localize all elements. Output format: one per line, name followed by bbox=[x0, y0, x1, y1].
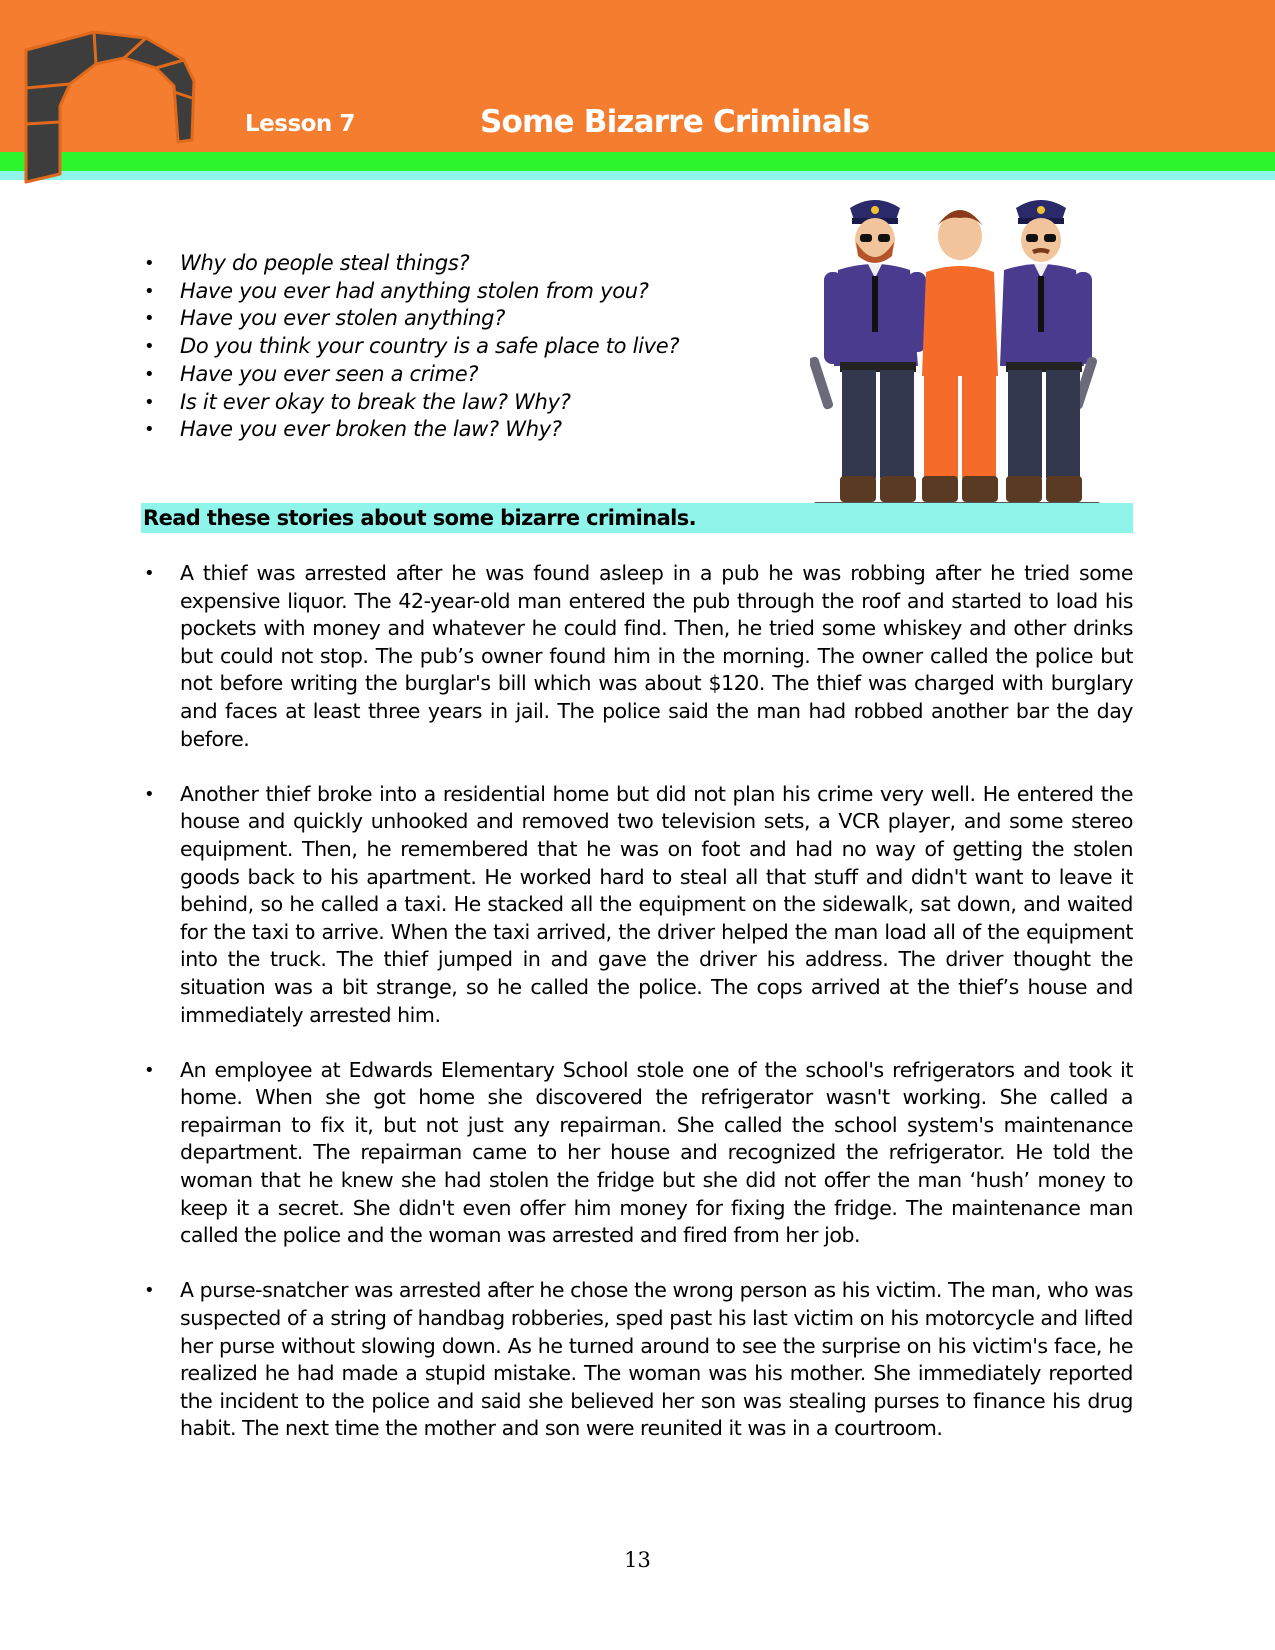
story-text: An employee at Edwards Elementary School stole one of the school's refrigerators and took it home. When she got home she discovered the refrigerator wasn't working. She called a repairman to fix it, but not just any repairman. She called the school system's maintenance department. The repairman came to her house and recognized the refrigerator. He told the woman that he knew she had stolen the fridge but she did not offer the man ‘hush’ money to keep it a secret. She didn't even offer him money for fixing the fridge. The maintenance man called the police and the woman was arrested and fired from her job. bbox=[180, 1057, 1133, 1248]
question-item bbox=[140, 361, 820, 389]
story-text: Another thief broke into a residential home but did not plan his crime very well. He entered the house and quickly unhooked and removed two television sets, a VCR player, and some stereo equipment. Then, he remembered that he was on foot and had no way of getting the stolen goods back to his apartment. He worked hard to steal all that stuff and didn't want to leave it behind, so he called a taxi. He stacked all the equipment on the sidewalk, sat down, and waited for the taxi to arrive. When the taxi arrived, the driver helped the man load all of the equipment into the truck. The thief jumped in and gave the driver his address. The driver thought the situation was a bit strange, so he called the police. The cops arrived at the thief’s house and immediately arrested him. bbox=[180, 781, 1133, 1027]
bullet-icon: • bbox=[144, 391, 155, 413]
question-text: Have you ever had anything stolen from you? bbox=[180, 278, 649, 303]
prisoner-figure bbox=[922, 210, 998, 502]
bullet-icon: • bbox=[144, 419, 155, 441]
story-text: A thief was arrested after he was found asleep in a pub he was robbing after he tried some expensive liquor. The 42-year-old man entered the pub through the roof and started to load his pockets with money and whatever he could find. Then, he tried some whiskey and other drinks but could not stop. The pub’s owner found him in the morning. The owner called the police but not before writing the burglar's bill which was about $120. The thief was charged with burglary and faces at least three years in jail. The police said the man had robbed another bar the day before. bbox=[180, 561, 1133, 751]
reading-instruction: Read these stories about some bizarre criminals. bbox=[143, 506, 697, 530]
story-item bbox=[140, 1057, 1133, 1250]
story-text: A purse-snatcher was arrested after he chose the wrong person as his victim. The man, who was suspected of a string of handbag robberies, sped past his last victim on his motorcycle and lifted her purse without slowing down. As he turned around to see the surprise on his victim's face, he realized he had made a stupid mistake. The woman was his mother. She immediately reported the incident to the police and said she believed her son was stealing purses to finance his drug habit. The next time the mother and son were reunited it was in a courtroom. bbox=[180, 1278, 1133, 1441]
bullet-icon: • bbox=[144, 1280, 155, 1302]
bullet-icon: • bbox=[144, 1059, 155, 1081]
bullet-icon: • bbox=[144, 336, 155, 358]
police-officers-arresting-prisoner-icon bbox=[810, 180, 1110, 512]
question-item bbox=[140, 278, 820, 306]
stories-list bbox=[140, 560, 1133, 1443]
story-item bbox=[140, 560, 1133, 753]
bullet-icon: • bbox=[144, 783, 155, 805]
bullet-icon: • bbox=[144, 363, 155, 385]
left-officer-figure bbox=[810, 200, 926, 502]
bullet-icon: • bbox=[144, 280, 155, 302]
question-text: Have you ever seen a crime? bbox=[180, 361, 479, 386]
question-item bbox=[140, 305, 820, 333]
question-text: Is it ever okay to break the law? Why? bbox=[180, 389, 571, 414]
question-text: Why do people steal things? bbox=[180, 251, 470, 275]
question-item bbox=[140, 389, 820, 417]
bullet-icon: • bbox=[144, 563, 155, 584]
discussion-questions bbox=[140, 250, 820, 444]
bullet-icon: • bbox=[144, 253, 155, 274]
page-title: Some Bizarre Criminals bbox=[480, 104, 870, 140]
tunnel-arch-logo-icon bbox=[24, 26, 210, 194]
right-officer-figure bbox=[1000, 200, 1098, 502]
lesson-number: Lesson 7 bbox=[245, 111, 355, 137]
story-item bbox=[140, 781, 1133, 1029]
question-item bbox=[140, 250, 820, 278]
question-text: Have you ever broken the law? Why? bbox=[180, 417, 562, 442]
story-item bbox=[140, 1277, 1133, 1443]
page-number: 13 bbox=[624, 1548, 651, 1572]
question-text: Have you ever stolen anything? bbox=[180, 306, 506, 331]
question-text: Do you think your country is a safe place to live? bbox=[180, 334, 680, 359]
question-item bbox=[140, 416, 820, 444]
question-item bbox=[140, 333, 820, 361]
bullet-icon: • bbox=[144, 308, 155, 330]
